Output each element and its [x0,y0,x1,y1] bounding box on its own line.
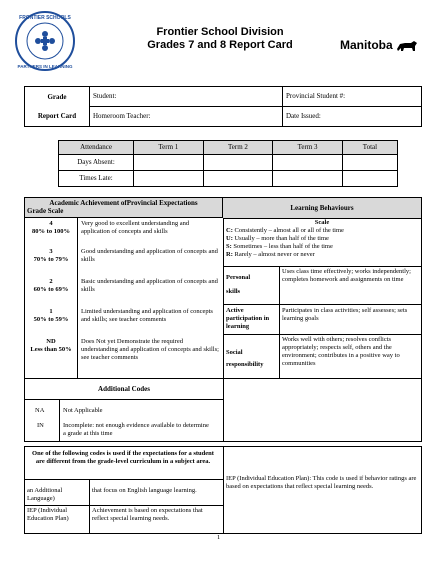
social-responsibility-label: Social responsibility [226,349,264,368]
academic-heading: Academic Achievement ofProvincial Expectations [49,199,198,207]
iep-desc: Achievement is based on expectations that reflect special learning needs. [92,507,203,522]
behaviour-scale [226,219,418,259]
logo-ring-top: FRONTIER SCHOOLS [19,15,71,21]
scale-row: C: Consistently – almost all or all of the time [226,227,344,234]
days-absent-label: Days Absent: [59,155,134,171]
times-late-label: Times Late: [59,171,134,187]
term3-header: Term 3 [273,141,343,155]
homeroom-teacher-field[interactable]: Homeroom Teacher: [90,107,283,127]
scale-row: U: Usually – more than half of the time [226,235,329,242]
report-card-label: Report Card [25,107,90,127]
page-number: 1 [217,534,221,541]
attendance-cell[interactable] [203,155,273,171]
grade-level-code: 4 80% to 100% [32,220,70,235]
attendance-table [58,140,398,187]
achievement-section [24,197,422,442]
manitoba-logo: Manitoba [340,38,418,52]
behaviours-heading: Learning Behaviours [223,198,421,219]
grade-level-code: 2 60% to 69% [33,278,69,293]
grade-level-desc: Does Not yet Demonstrate the required understanding and application of concepts and skills; see teacher comments [81,338,219,361]
eal-code: an Additional Language) [27,487,63,502]
term1-header: Term 1 [134,141,204,155]
attendance-cell[interactable] [273,155,343,171]
attendance-cell[interactable] [134,155,204,171]
attendance-cell[interactable] [342,155,397,171]
school-logo [14,10,76,72]
footer-intro: One of the following codes is used if the expectations for a student are different from the grade-level curriculum in a subject area. [32,450,214,465]
total-header: Total [342,141,397,155]
social-responsibility-desc: Works well with others; resolves conflicts appropriately; respects self, others and the environment; contributes in a positive way to communities [282,336,400,367]
provincial-student-field[interactable]: Provincial Student #: [283,87,422,107]
personal-skills-label: Personal skills [226,274,251,295]
iep-right-note: IEP (Individual Education Plan): This code is used if behavior ratings are based on expectations that reflect special learning needs. [226,475,417,490]
school-division-title: Frontier School Division [156,26,284,38]
term2-header: Term 2 [203,141,273,155]
student-info-table [24,86,422,127]
code-na: NA [35,407,45,414]
logo-ring-bottom: PARTNERS IN LEARNING [17,64,73,69]
grade-level-code: ND Less than 50% [30,338,72,353]
attendance-header: Attendance [59,141,134,155]
grade-level-desc: Basic understanding and application of concepts and skills [81,278,218,293]
report-card-title: Grades 7 and 8 Report Card [147,39,293,51]
additional-codes-heading: Additional Codes [25,379,223,400]
active-participation-desc: Participates in class activities; self assesses; sets learning goals [282,307,408,322]
code-in: IN [37,422,44,429]
grade-level-code: 3 70% to 79% [33,248,69,263]
grade-label: Grade [25,87,90,107]
code-na-desc: Not Applicable [63,407,103,414]
scale-row: S: Sometimes – less than half of the time [226,243,333,250]
footer-codes-section [24,446,422,534]
attendance-cell[interactable] [273,171,343,187]
personal-skills-desc: Uses class time effectively; works independently; completes homework and assignments on time [282,268,411,283]
student-field[interactable]: Student: [90,87,283,107]
active-participation-label: Active participation in learning [226,307,270,330]
eal-desc: that focus on English language learning. [92,487,197,494]
date-issued-field[interactable]: Date Issued: [283,107,422,127]
attendance-cell[interactable] [342,171,397,187]
attendance-cell[interactable] [134,171,204,187]
code-in-desc: Incomplete: not enough evidence available to determine a grade at this time [63,422,209,437]
attendance-cell[interactable] [203,171,273,187]
grade-scale-label: Grade Scale [27,207,64,215]
grade-level-desc: Good understanding and application of concepts and skills [81,248,218,263]
iep-code: IEP (Individual Education Plan) [27,507,69,522]
grade-level-desc: Very good to excellent understanding and application of concepts and skills [81,220,190,235]
scale-title: Scale [314,219,330,226]
grade-level-desc: Limited understanding and application of concepts and skills; see teacher comments [81,308,213,323]
grade-level-code: 1 50% to 59% [33,308,69,323]
scale-row: R: Rarely – almost never or never [226,251,315,258]
